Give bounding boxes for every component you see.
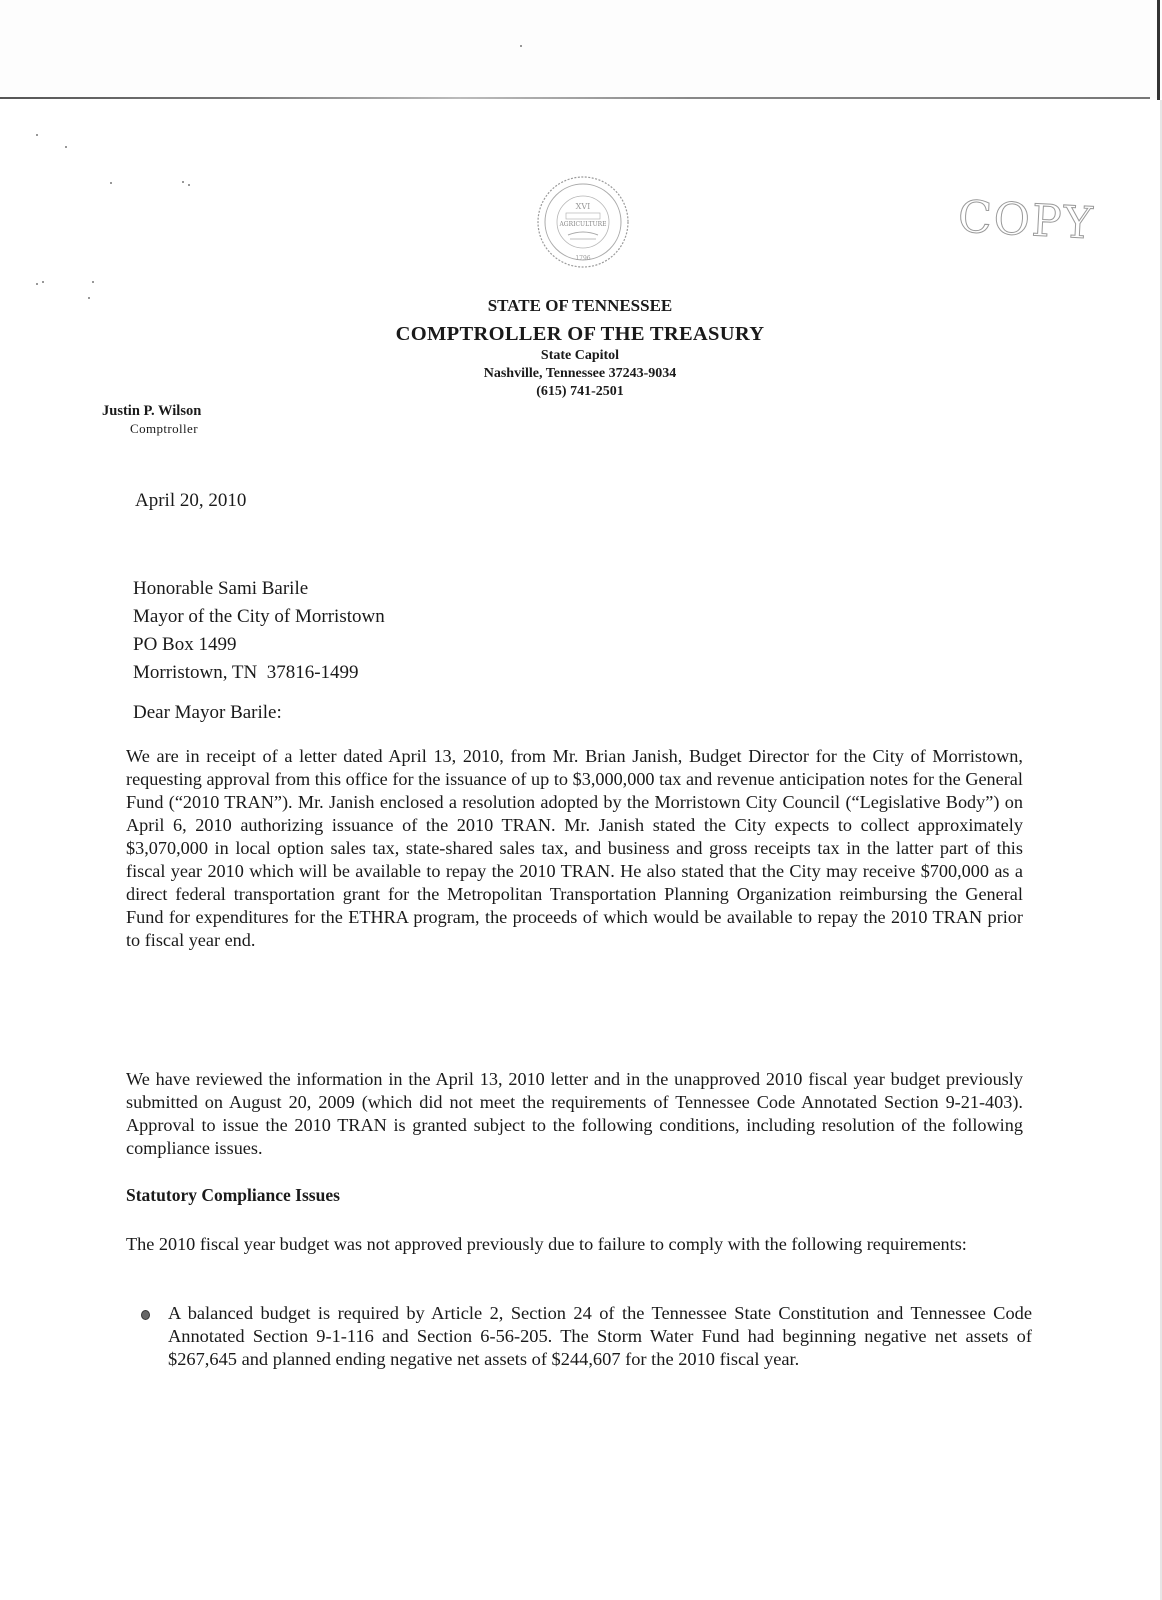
- scan-speckle: [188, 184, 190, 186]
- section-heading: Statutory Compliance Issues: [126, 1185, 340, 1205]
- scan-speckle: [36, 283, 38, 285]
- scan-speckle: [182, 181, 184, 183]
- list-item-text: A balanced budget is required by Article 2, Section 24 of the Tennessee State Constitution and Tennessee Code Annotated Section 9-1-116 and Section 6-56-205. The Storm Water Fund had beginning negative net assets of $267,645 and planned ending negative net assets of $244,607 for the 2010 fiscal year.: [168, 1303, 1032, 1369]
- letterhead-building: State Capitol: [540, 348, 620, 363]
- page-edge-line: [0, 97, 1150, 99]
- body-paragraph-3: The 2010 fiscal year budget was not approved previously due to failure to comply with the following requirements:: [126, 1234, 967, 1254]
- svg-text:1796: 1796: [575, 255, 591, 262]
- letterhead: [360, 296, 800, 401]
- scan-speckle: [88, 297, 90, 299]
- sender-block: [102, 402, 201, 438]
- letterhead-phone: (615) 741-2501: [536, 384, 624, 399]
- scan-top-margin: [0, 0, 1162, 98]
- scan-speckle: [65, 146, 67, 148]
- scan-speckle: [36, 134, 38, 136]
- compliance-issue-list: [126, 1302, 1032, 1371]
- sender-title: Comptroller: [130, 421, 198, 436]
- list-item: [126, 1302, 1032, 1371]
- tennessee-state-seal-icon: [536, 175, 630, 269]
- scan-speckle: [520, 45, 522, 47]
- recipient-address: [133, 575, 385, 687]
- scan-speckle: [110, 182, 112, 184]
- copy-stamp: COPY: [956, 191, 1096, 250]
- letterhead-office: COMPTROLLER OF THE TREASURY: [395, 323, 765, 345]
- recipient-line: Mayor of the City of Morristown: [133, 606, 385, 627]
- recipient-line: Honorable Sami Barile: [133, 578, 309, 599]
- letter-date: April 20, 2010: [135, 490, 247, 511]
- scan-speckle: [42, 281, 44, 283]
- scan-speckle: [92, 281, 94, 283]
- body-paragraph-2: We have reviewed the information in the April 13, 2010 letter and in the unapproved 2010 fiscal year budget previously submitted on August 20, 2009 (which did not meet the requirements of Tennessee Code Annotated Section 9-21-403). Approval to issue the 2010 TRAN is granted subject to the following conditions, including resolution of the following compliance issues.: [126, 1069, 1023, 1158]
- svg-text:AGRICULTURE: AGRICULTURE: [559, 221, 607, 228]
- bullet-icon: [141, 1310, 150, 1320]
- letterhead-city: Nashville, Tennessee 37243-9034: [483, 366, 677, 381]
- body-paragraph-1: We are in receipt of a letter dated April 13, 2010, from Mr. Brian Janish, Budget Director for the City of Morristown, requesting approval from this office for the issuance of up to $3,000,000 tax and revenue anticipation notes for the General Fund (“2010 TRAN”). Mr. Janish enclosed a resolution adopted by the Morristown City Council (“Legislative Body”) on April 6, 2010 authorizing issuance of the 2010 TRAN. Mr. Janish stated the City expects to collect approximately $3,070,000 in local option sales tax, state-shared sales tax, and business and gross receipts tax in the latter part of this fiscal year 2010 which will be available to repay the 2010 TRAN. He also stated that the City may receive $700,000 as a direct federal transportation grant for the Metropolitan Transportation Planning Organization reimbursing the General Fund for expenditures for the ETHRA program, the proceeds of which would be available to repay the 2010 TRAN prior to fiscal year end.: [126, 746, 1023, 950]
- recipient-line: PO Box 1499: [133, 634, 237, 655]
- page-edge-right: [1157, 0, 1160, 100]
- salutation: Dear Mayor Barile:: [133, 702, 282, 723]
- recipient-line: Morristown, TN 37816-1499: [133, 662, 359, 683]
- letterhead-state: STATE OF TENNESSEE: [487, 296, 673, 315]
- svg-text:XVI: XVI: [575, 202, 591, 211]
- sender-name: Justin P. Wilson: [102, 403, 202, 419]
